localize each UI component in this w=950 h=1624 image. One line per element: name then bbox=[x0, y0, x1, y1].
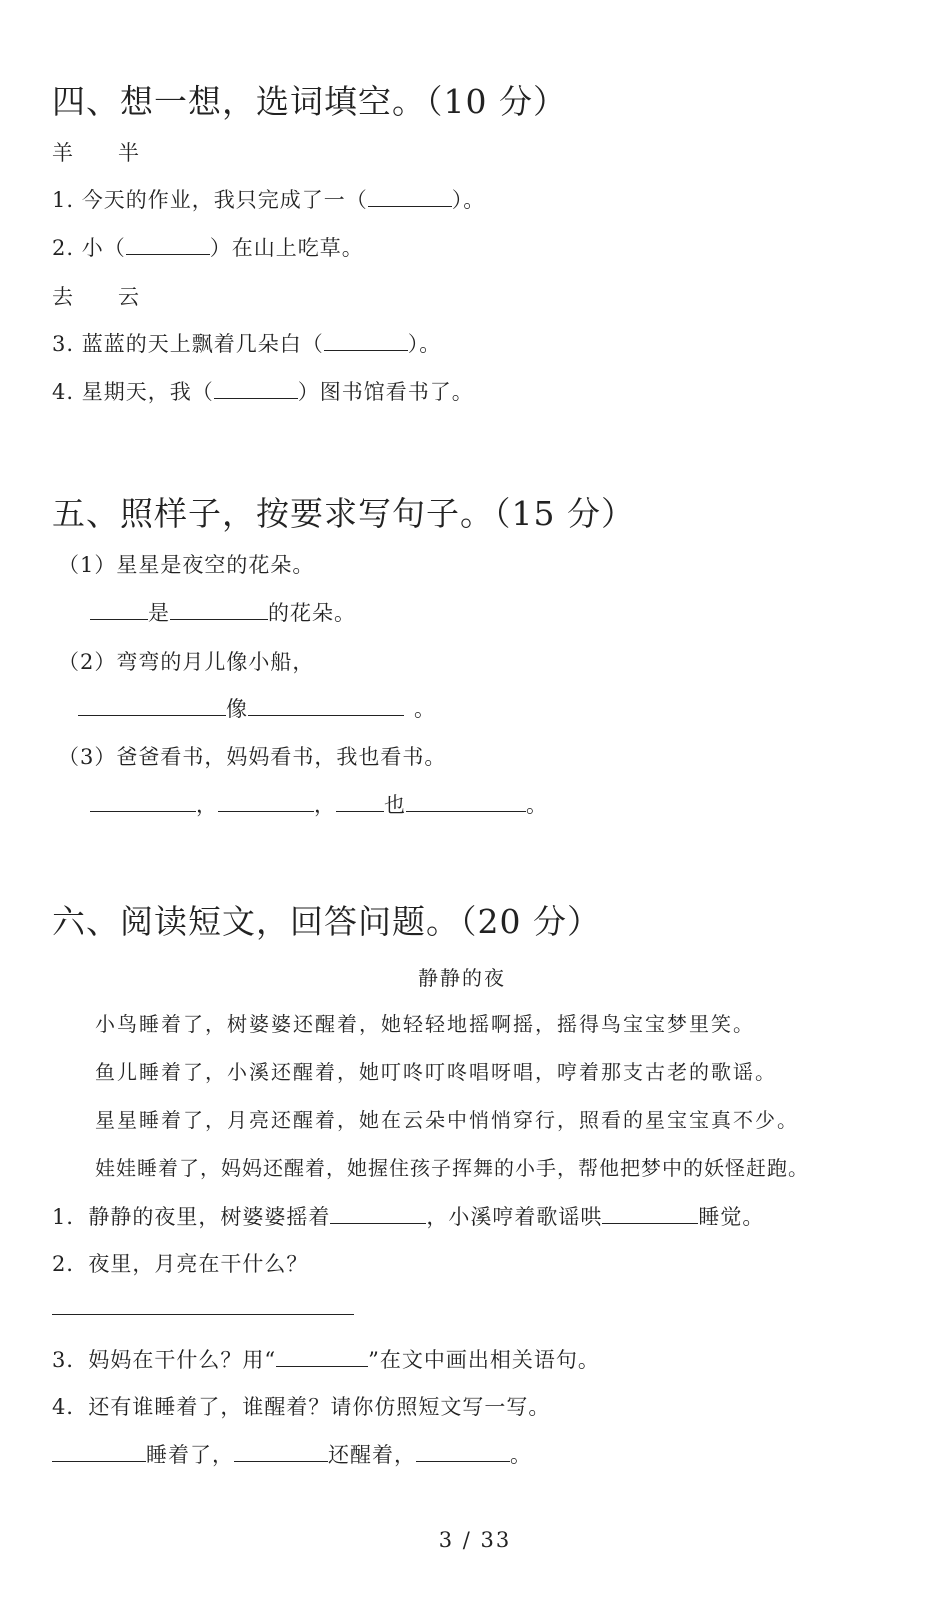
word-choices-1: 羊 半 bbox=[52, 141, 140, 165]
answer-blank[interactable] bbox=[330, 1222, 426, 1224]
answer-blank[interactable] bbox=[416, 1460, 510, 1462]
question-6-2: 2．夜里，月亮在干什么？ bbox=[52, 1252, 309, 1276]
answer-blank[interactable] bbox=[234, 1460, 328, 1462]
question-text: ）在山上吃草。 bbox=[209, 236, 364, 260]
answer-text: 。 bbox=[510, 1443, 532, 1467]
question-text: ”在文中画出相关语句。 bbox=[368, 1348, 600, 1372]
answer-text: 还醒着， bbox=[328, 1443, 416, 1467]
answer-blank[interactable] bbox=[90, 810, 196, 812]
question-text: ）图书馆看书了。 bbox=[297, 380, 474, 404]
answer-text: 。 bbox=[414, 697, 436, 721]
answer-line-2 bbox=[78, 693, 436, 723]
passage-paragraph: 星星睡着了，月亮还醒着，她在云朵中悄悄穿行，照看的星宝宝真不少。 bbox=[95, 1108, 799, 1132]
passage-paragraph: 娃娃睡着了，妈妈还醒着，她握住孩子挥舞的小手，帮他把梦中的妖怪赶跑。 bbox=[95, 1156, 809, 1180]
question-4-1 bbox=[52, 184, 485, 214]
answer-text: 也 bbox=[384, 793, 406, 817]
question-text: ，小溪哼着歌谣哄 bbox=[426, 1205, 603, 1229]
section-6-heading: 六、阅读短文，回答问题。（20 分） bbox=[52, 902, 601, 941]
question-text: 3. 蓝蓝的天上飘着几朵白（ bbox=[52, 332, 324, 356]
answer-text: 睡着了， bbox=[146, 1443, 234, 1467]
passage-paragraph: 小鸟睡着了，树婆婆还醒着，她轻轻地摇啊摇，摇得鸟宝宝梦里笑。 bbox=[95, 1012, 755, 1036]
question-6-3 bbox=[52, 1344, 600, 1374]
question-4-3 bbox=[52, 328, 441, 358]
answer-text: ， bbox=[314, 793, 336, 817]
question-text: ）。 bbox=[407, 332, 442, 356]
answer-blank[interactable] bbox=[218, 810, 314, 812]
example-1: （1）星星是夜空的花朵。 bbox=[58, 553, 315, 577]
answer-line-3 bbox=[90, 789, 548, 819]
answer-line-4 bbox=[52, 1439, 532, 1469]
passage-title: 静静的夜 bbox=[418, 966, 506, 990]
answer-blank[interactable] bbox=[214, 397, 298, 399]
section-4-heading: 四、想一想，选词填空。（10 分） bbox=[52, 82, 567, 121]
question-text: 2. 小（ bbox=[52, 236, 126, 260]
answer-blank[interactable] bbox=[126, 253, 210, 255]
answer-line[interactable] bbox=[52, 1314, 354, 1315]
answer-blank[interactable] bbox=[602, 1222, 698, 1224]
question-text: 3．妈妈在干什么？用“ bbox=[52, 1348, 277, 1372]
answer-blank[interactable] bbox=[90, 618, 148, 620]
question-text: 1. 今天的作业，我只完成了一（ bbox=[52, 188, 368, 212]
answer-text: ， bbox=[196, 793, 218, 817]
passage-paragraph: 鱼儿睡着了，小溪还醒着，她叮咚叮咚唱呀唱，哼着那支古老的歌谣。 bbox=[95, 1060, 777, 1084]
answer-line-1 bbox=[90, 597, 356, 627]
question-6-1 bbox=[52, 1201, 764, 1231]
answer-blank[interactable] bbox=[336, 810, 384, 812]
word-choices-2: 去 云 bbox=[52, 285, 140, 309]
answer-blank[interactable] bbox=[170, 618, 268, 620]
question-4-2 bbox=[52, 232, 364, 262]
answer-text: 的花朵。 bbox=[268, 601, 356, 625]
answer-blank[interactable] bbox=[276, 1365, 368, 1367]
section-5-heading: 五、照样子，按要求写句子。（15 分） bbox=[52, 494, 635, 533]
question-4-4 bbox=[52, 376, 474, 406]
answer-blank[interactable] bbox=[248, 714, 404, 716]
question-text: 1．静静的夜里，树婆婆摇着 bbox=[52, 1205, 331, 1229]
example-2: （2）弯弯的月儿像小船， bbox=[58, 650, 315, 674]
question-text: ）。 bbox=[451, 188, 486, 212]
question-text: 睡觉。 bbox=[698, 1205, 765, 1229]
answer-blank[interactable] bbox=[324, 349, 408, 351]
answer-text: 。 bbox=[526, 793, 548, 817]
answer-blank[interactable] bbox=[368, 205, 452, 207]
question-text: 4. 星期天，我（ bbox=[52, 380, 214, 404]
answer-blank[interactable] bbox=[406, 810, 526, 812]
example-3: （3）爸爸看书，妈妈看书，我也看书。 bbox=[58, 745, 447, 769]
answer-blank[interactable] bbox=[52, 1460, 146, 1462]
answer-text: 是 bbox=[148, 601, 170, 625]
page-number: 3 / 33 bbox=[438, 1528, 512, 1552]
answer-blank[interactable] bbox=[78, 714, 226, 716]
answer-text: 像 bbox=[226, 697, 248, 721]
question-6-4: 4．还有谁睡着了，谁醒着？请你仿照短文写一写。 bbox=[52, 1395, 551, 1419]
